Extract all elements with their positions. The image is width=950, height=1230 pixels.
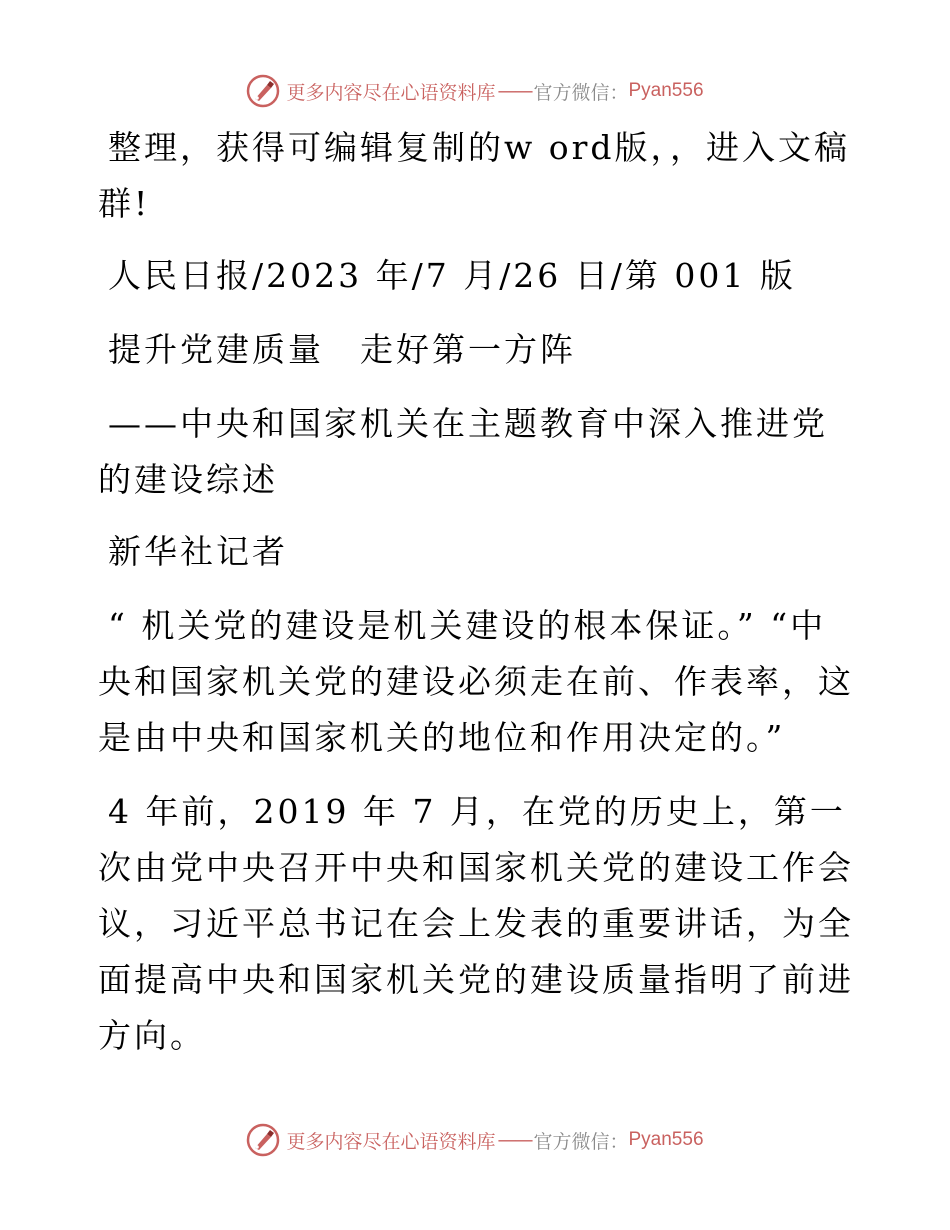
watermark-dash: —— <box>497 1129 532 1151</box>
watermark-wechat-id: Pyan556 <box>628 80 704 101</box>
watermark-official-label: 官方微信： <box>533 81 629 104</box>
article-body <box>98 120 858 1082</box>
watermark-text: 更多内容尽在心语资料库 <box>286 1130 496 1153</box>
history-paragraph: 4 年前，2019 年 7 月，在党的历史上，第一次由党中央召开中央和国家机关党的建设工作会议，习近平总书记在会上发表的重要讲话，为全面提高中央和国家机关党的建设质量指明了前进方向。 <box>98 792 854 1055</box>
footer-watermark <box>0 1120 950 1160</box>
watermark-official-label: 官方微信： <box>533 1130 629 1153</box>
intro-paragraph: 整理，获得可编辑复制的w ord版，，进入文稿群! <box>98 128 851 223</box>
watermark-text: 更多内容尽在心语资料库 <box>286 81 496 104</box>
source-line: 人民日报/2023 年/7 月/26 日/第 001 版 <box>108 256 796 295</box>
byline: 新华社记者 <box>108 532 288 571</box>
watermark-wechat-id: Pyan556 <box>628 1129 704 1150</box>
pen-logo-icon <box>246 1123 280 1157</box>
watermark-dash: —— <box>497 80 532 102</box>
article-subtitle: ——中央和国家机关在主题教育中深入推进党的建设综述 <box>98 404 828 499</box>
article-title: 提升党建质量 走好第一方阵 <box>108 330 576 369</box>
header-watermark <box>0 71 950 111</box>
quote-paragraph: “ 机关党的建设是机关建设的根本保证。” “中央和国家机关党的建设必须走在前、作表率，这是由中央和国家机关的地位和作用决定的。” <box>98 606 854 757</box>
pen-logo-icon <box>246 74 280 108</box>
